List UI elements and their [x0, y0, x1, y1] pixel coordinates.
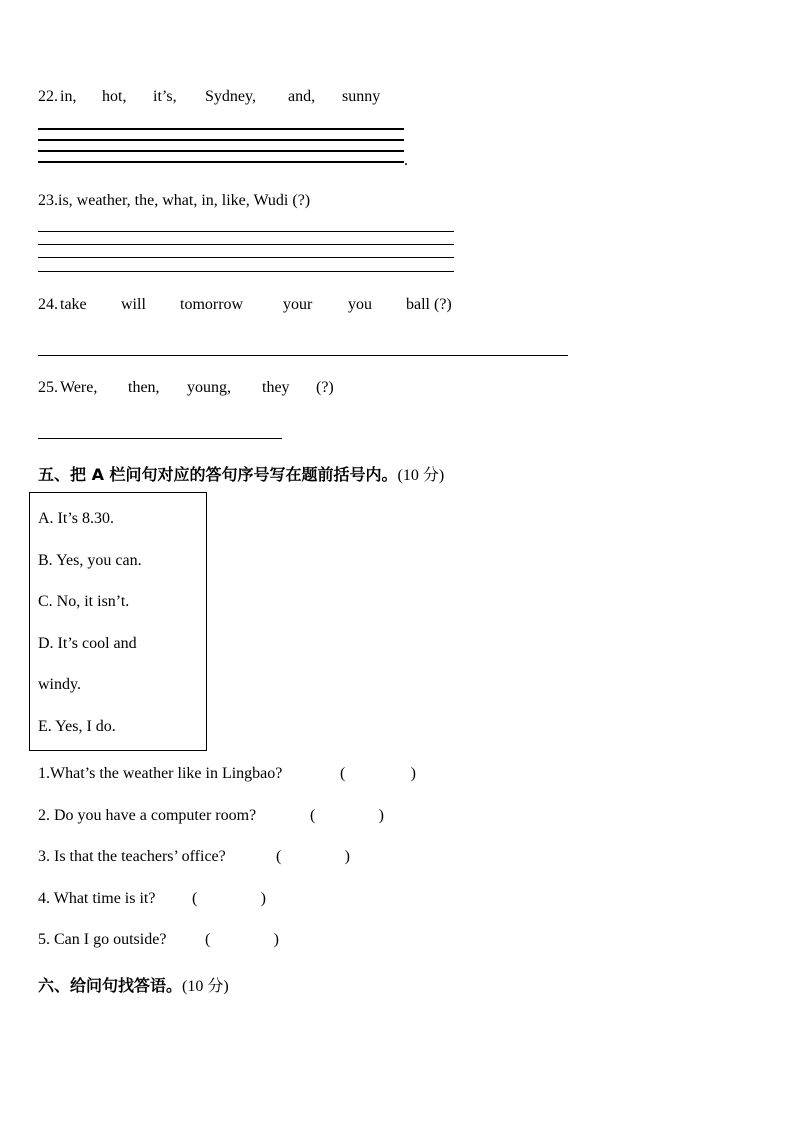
answer-bracket-2[interactable]: ( ) — [310, 807, 384, 824]
q23-answer-line[interactable] — [38, 244, 454, 245]
q25-number: 25. — [38, 379, 58, 396]
q25-answer-line[interactable] — [38, 438, 282, 439]
q23-answer-line[interactable] — [38, 271, 454, 272]
q25-word: Were, — [60, 379, 98, 396]
answer-option-e: E. Yes, I do. — [38, 718, 116, 735]
section-5-score: (10 分) — [397, 467, 445, 484]
question-item-4: 4. What time is it? — [38, 890, 156, 907]
answer-option-a: A. It’s 8.30. — [38, 510, 114, 527]
question-item-1: 1.What’s the weather like in Lingbao? — [38, 765, 283, 782]
answer-option-c: C. No, it isn’t. — [38, 593, 130, 610]
question-item-3: 3. Is that the teachers’ office? — [38, 848, 226, 865]
question-25 — [38, 379, 358, 399]
q24-answer-line[interactable] — [38, 355, 568, 356]
q24-word: you — [348, 296, 372, 313]
answer-bracket-4[interactable]: ( ) — [192, 890, 266, 907]
question-22 — [38, 88, 418, 108]
section-5-heading — [38, 462, 444, 485]
question-24 — [38, 296, 478, 316]
q24-number: 24. — [38, 296, 58, 313]
q22-answer-line[interactable] — [38, 128, 404, 130]
answer-bracket-5[interactable]: ( ) — [205, 931, 279, 948]
q22-answer-line[interactable] — [38, 139, 404, 141]
q24-word: tomorrow — [180, 296, 244, 313]
section-6-score: (10 分) — [182, 978, 229, 995]
answer-options-box — [29, 492, 207, 751]
section-6-heading — [38, 973, 229, 996]
q22-end-period: . — [404, 152, 408, 169]
question-23: 23.is, weather, the, what, in, like, Wudi (?) — [38, 192, 311, 209]
q22-word: Sydney, — [205, 88, 256, 105]
q22-word: it’s, — [153, 88, 177, 105]
q22-word: sunny — [342, 88, 381, 105]
q24-word: your — [283, 296, 313, 313]
answer-bracket-1[interactable]: ( ) — [340, 765, 416, 782]
q25-word: then, — [128, 379, 160, 396]
q22-word: in, — [60, 88, 77, 105]
q22-word: and, — [288, 88, 316, 105]
q23-answer-line[interactable] — [38, 257, 454, 258]
q24-word: will — [121, 296, 146, 313]
q25-word: they — [262, 379, 290, 396]
section-6-title: 六、给问句找答语。 — [38, 976, 183, 995]
question-item-5: 5. Can I go outside? — [38, 931, 167, 948]
q23-answer-line[interactable] — [38, 231, 454, 232]
question-item-2: 2. Do you have a computer room? — [38, 807, 257, 824]
answer-option-d: D. It’s cool and — [38, 635, 137, 652]
q25-word: (?) — [316, 379, 334, 396]
q22-answer-line[interactable] — [38, 161, 404, 163]
q22-answer-line[interactable] — [38, 150, 404, 152]
q25-word: young, — [187, 379, 231, 396]
section-5-title: 五、把 A 栏问句对应的答句序号写在题前括号内。 — [38, 465, 398, 484]
answer-bracket-3[interactable]: ( ) — [276, 848, 350, 865]
q22-number: 22. — [38, 88, 58, 105]
answer-option-b: B. Yes, you can. — [38, 552, 142, 569]
q24-word: ball (?) — [406, 296, 452, 313]
q22-word: hot, — [102, 88, 127, 105]
q24-word: take — [60, 296, 87, 313]
answer-option-d-continued: windy. — [38, 676, 81, 693]
